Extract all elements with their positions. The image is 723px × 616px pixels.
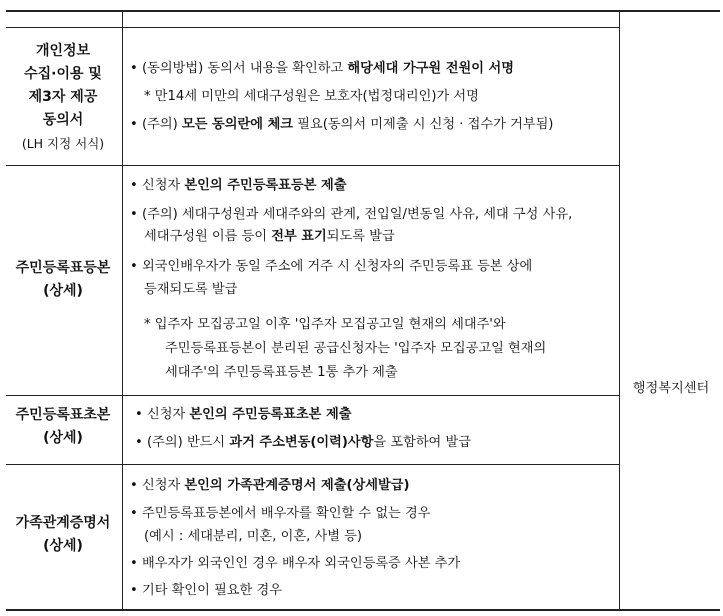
list-item [135,434,471,452]
item-text: 되도록 발급 [326,229,395,244]
title-line: (상세) [43,430,83,446]
title-line: 동의서 [42,112,84,128]
item-text-bold: 전부 표기 [271,229,327,244]
bullet: * [144,317,151,332]
bullet: • [130,506,138,521]
item-text: 신청자 [141,178,185,193]
bullet: • [130,556,138,571]
list-item-continuation [144,228,395,246]
row-title-family-cert [8,512,118,558]
item-text: (동의방법) 동의서 내용을 확인하고 [141,61,348,76]
office-label: 행정복지센터 [632,381,710,396]
bullet: • [130,478,138,493]
list-item [130,258,532,276]
item-text: 주민등록표등본에서 배우자를 확인할 수 없는 경우 [141,506,431,521]
list-item-continuation [165,340,546,358]
item-text: 기타 확인이 필요한 경우 [141,583,282,598]
item-text: (주의) 반드시 [146,435,230,450]
row-title-resident-copy [8,257,118,303]
item-text: 신청자 [146,407,190,422]
list-item [135,406,351,424]
list-item [130,505,430,523]
item-text-bold: 본인의 주민등록표등본 제출 [184,178,347,193]
list-item [130,477,409,495]
list-item-continuation [144,528,362,546]
list-item [130,116,553,134]
title-line: 가족관계증명서 [15,515,111,531]
item-text-bold: 과거 주소변동(이력)사항 [229,435,374,450]
row-title-resident-abstract [8,404,118,450]
item-text: 입주자 모집공고일 이후 '입주자 모집공고일 현재의 세대주'와 [154,317,506,332]
item-text: (예시 : 세대분리, 미혼, 이혼, 사별 등) [144,529,363,544]
list-item [130,582,282,600]
column-divider [619,10,620,610]
item-text-bold: 본인의 가족관계증명서 제출(상세발급) [184,478,410,493]
row-divider [6,464,620,465]
list-item [144,88,479,106]
item-text-bold: 본인의 주민등록표초본 제출 [189,407,352,422]
list-item [130,206,572,224]
table-bottom-border [6,609,720,611]
list-item [130,177,346,195]
bullet: • [130,61,138,76]
bullet: • [130,117,138,132]
bullet: • [130,583,138,598]
item-text: 배우자가 외국인인 경우 배우자 외국인등록증 사본 추가 [141,556,461,571]
list-item-continuation [144,281,237,299]
row-divider [6,395,620,396]
title-line: 수집·이용 및 [24,66,102,82]
item-text: (주의) [141,117,182,132]
item-text: 신청자 [141,478,185,493]
header-row-divider [6,27,620,28]
title-line: (상세) [43,283,83,299]
row-title-consent [8,40,118,155]
title-line: 개인정보 [35,43,91,59]
item-text-bold: 해당세대 가구원 전원이 서명 [347,61,515,76]
title-line: 주민등록표등본 [15,260,111,276]
title-line: 주민등록표초본 [15,407,111,423]
bullet: • [130,259,138,274]
item-text: 외국인배우자가 동일 주소에 거주 시 신청자의 주민등록표 등본 상에 [141,259,533,274]
column-divider [122,10,123,610]
list-item [130,60,514,78]
title-line: 제3자 제공 [28,89,98,105]
item-text: (주의) 세대구성원과 세대주와의 관계, 전입일/변동일 사유, 세대 구성 사유, [141,207,573,222]
table-top-border [6,10,720,12]
title-note: (LH 지정 서식) [21,136,105,151]
bullet: • [130,178,138,193]
item-text: 주민등록표등본이 분리된 공급신청자는 '입주자 모집공고일 현재의 [165,341,547,356]
list-item [130,555,460,573]
list-item [144,316,506,334]
row-divider [6,165,620,166]
bullet: • [135,435,143,450]
item-text: 세대주'의 주민등록표등본 1통 추가 제출 [165,365,398,380]
item-text: 세대구성원 이름 등이 [144,229,272,244]
bullet: • [135,407,143,422]
item-text: 등재되도록 발급 [144,282,238,297]
item-text: 을 포함하여 발급 [373,435,471,450]
item-text: 필요(동의서 미제출 시 신청 · 접수가 거부됨) [293,117,554,132]
list-item-continuation [165,364,398,382]
bullet: • [130,207,138,222]
title-line: (상세) [43,538,83,554]
item-text: 만14세 미만의 세대구성원은 보호자(법정대리인)가 서명 [154,89,479,104]
item-text-bold: 모든 동의란에 체크 [181,117,294,132]
bullet: * [144,89,151,104]
